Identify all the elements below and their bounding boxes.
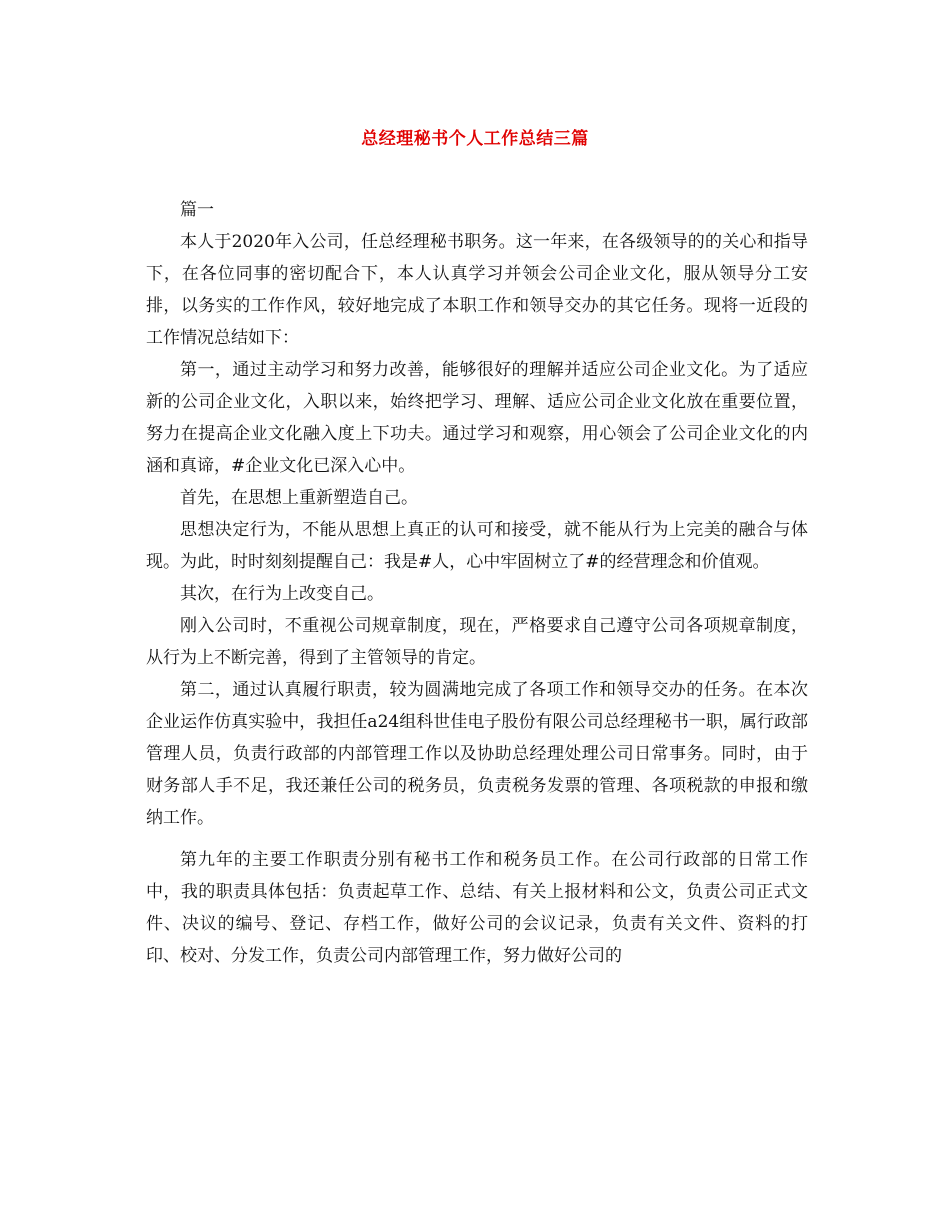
paragraph-point-one: 第一，通过主动学习和努力改善，能够很好的理解并适应公司企业文化。为了适应新的公司企业文化，入职以来，始终把学习、理解、适应公司企业文化放在重要位置，努力在提高企业文化融入度上下功夫。通过学习和观察，用心领会了公司企业文化的内涵和真谛，#企业文化已深入心中。 [146, 360, 808, 476]
paragraph-point-two: 第二，通过认真履行职责，较为圆满地完成了各项工作和领导交办的任务。在本次企业运作仿真实验中，我担任a24组科世佳电子股份有限公司总经理秘书一职，属行政部管理人员，负责行政部的内部管理工作以及协助总经理处理公司日常事务。同时，由于财务部人手不足，我还兼任公司的税务员，负责税务发票的管理、各项税款的申报和缴纳工作。 [146, 680, 808, 828]
paragraph-first-sub: 首先，在思想上重新塑造自己。 [180, 488, 418, 508]
document-title: 总经理秘书个人工作总结三篇 [361, 129, 589, 149]
document-body [146, 194, 808, 972]
paragraph-intro: 本人于2020年入公司，任总经理秘书职务。这一年来，在各级领导的的关心和指导下，在各位同事的密切配合下，本人认真学习并领会公司企业文化，服从领导分工安排，以务实的工作作风，较好地完成了本职工作和领导交办的其它任务。现将一近段的工作情况总结如下： [146, 232, 808, 348]
paragraph-thought: 思想决定行为，不能从思想上真正的认可和接受，就不能从行为上完美的融合与体现。为此，时时刻刻提醒自己：我是#人，心中牢固树立了#的经营理念和价值观。 [146, 520, 808, 572]
paragraph-second-sub: 其次，在行为上改变自己。 [180, 584, 384, 604]
paragraph-section-heading: 篇一 [180, 200, 214, 220]
paragraph-duties: 第九年的主要工作职责分别有秘书工作和税务员工作。在公司行政部的日常工作中，我的职责具体包括：负责起草工作、总结、有关上报材料和公文，负责公司正式文件、决议的编号、登记、存档工作，做好公司的会议记录，负责有关文件、资料的打印、校对、分发工作，负责公司内部管理工作，努力做好公司的 [146, 850, 808, 966]
paragraph-behavior: 刚入公司时，不重视公司规章制度，现在，严格要求自己遵守公司各项规章制度，从行为上不断完善，得到了主管领导的肯定。 [146, 616, 808, 668]
